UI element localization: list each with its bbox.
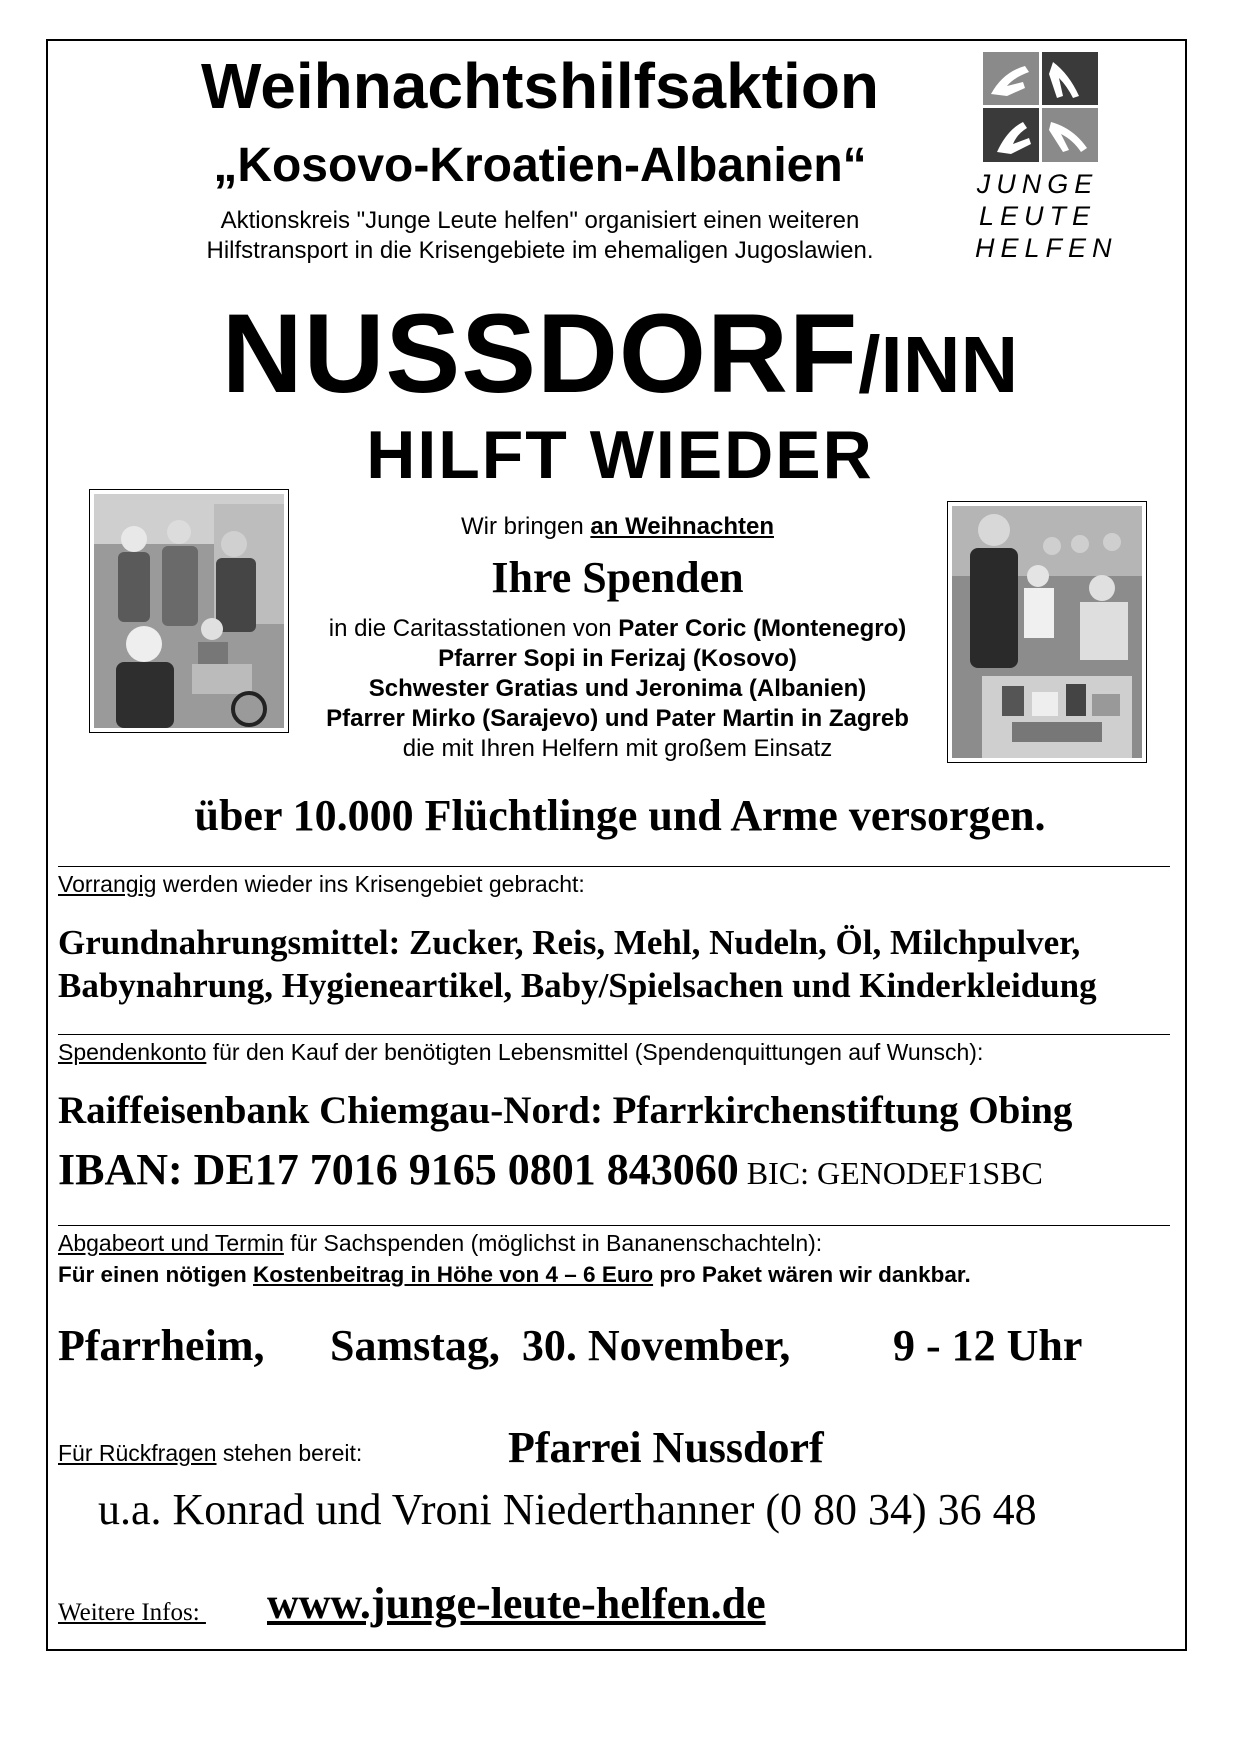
flyer-subtitle: „Kosovo-Kroatien-Albanien“ [213, 139, 867, 192]
helpers-line: die mit Ihren Helfern mit großem Einsatz [402, 735, 833, 762]
iban: IBAN: DE17 7016 9165 0801 843060 [58, 1145, 739, 1194]
stations-prefix: in die Caritasstationen von [328, 615, 619, 642]
page-frame [46, 39, 1187, 1651]
fee-amount: Kostenbeitrag in Höhe von 4 – 6 Euro [253, 1262, 654, 1287]
contact-label-questions: Für Rückfragen [58, 1440, 217, 1466]
footer-label: Weitere Infos: [58, 1599, 206, 1626]
headline-main: NUSSDORF [221, 291, 859, 416]
bring-line [290, 513, 945, 542]
donations-heading: Ihre Spenden [491, 553, 744, 602]
iban-line [58, 1144, 1043, 1197]
goods-label-rest: werden wieder ins Krisengebiet gebracht: [156, 871, 585, 897]
photo-aid-packages [947, 501, 1147, 763]
contact-parish: Pfarrei Nussdorf [508, 1423, 824, 1472]
station-3: Schwester Gratias und Jeronima (Albanien) [368, 675, 867, 702]
account-label-konto: Spendenkonto [58, 1039, 207, 1065]
divider-1 [58, 866, 1170, 867]
headline-sub: HILFT WIEDER [366, 417, 874, 493]
bring-christmas: an Weihnachten [590, 513, 774, 540]
refugees-line: über 10.000 Flüchtlinge und Arme versorgen. [194, 791, 1046, 840]
stations-line [290, 615, 945, 644]
headline-suffix: /INN [858, 320, 1019, 409]
divider-2 [58, 1034, 1170, 1035]
station-1: Pater Coric (Montenegro) [618, 615, 907, 642]
junge-leute-helfen-logo [975, 52, 1118, 272]
contact-label-rest: stehen bereit: [216, 1440, 363, 1466]
divider-3 [58, 1225, 1170, 1226]
dropoff-label-place: Abgabeort und Termin [58, 1230, 284, 1256]
bank-name: Raiffeisenbank Chiemgau-Nord: Pfarrkirchenstiftung Obing [58, 1089, 1073, 1132]
station-2: Pfarrer Sopi in Ferizaj (Kosovo) [438, 645, 797, 672]
flyer-title: Weihnachtshilfsaktion [200, 50, 880, 122]
photo-helpers-group [89, 489, 289, 733]
hands-logo-icon [983, 52, 1098, 162]
logo-text-helfen: HELFEN [975, 233, 1118, 263]
contact-persons: u.a. Konrad und Vroni Niederthanner (0 80 34) 36 48 [98, 1485, 1037, 1534]
intro-line-1: Aktionskreis "Junge Leute helfen" organisiert einen weiteren [220, 207, 860, 234]
dropoff-place: Pfarrheim, [58, 1321, 265, 1370]
logo-text-leute: LEUTE [978, 201, 1097, 231]
fee-line [58, 1261, 971, 1288]
goods-label-priority: Vorrangig [58, 871, 157, 897]
dropoff-label [58, 1230, 822, 1258]
contact-label [58, 1440, 362, 1468]
intro-line-2: Hilfstransport in die Krisengebiete im ehemaligen Jugoslawien. [206, 237, 874, 264]
bring-prefix: Wir bringen [461, 513, 591, 540]
logo-text-junge: JUNGE [976, 169, 1099, 199]
fee-prefix: Für einen nötigen [58, 1262, 253, 1287]
account-label-rest: für den Kauf der benötigten Lebensmittel (Spendenquittungen auf Wunsch): [206, 1039, 984, 1065]
account-label [58, 1039, 983, 1067]
fee-suffix: pro Paket wären wir dankbar. [653, 1262, 971, 1287]
goods-line-2: Babynahrung, Hygieneartikel, Baby/Spielsachen und Kinderkleidung [58, 966, 1097, 1005]
headline-nussdorf [80, 292, 1160, 415]
goods-line-1: Grundnahrungsmittel: Zucker, Reis, Mehl, Nudeln, Öl, Milchpulver, [58, 923, 1081, 962]
goods-label [58, 871, 585, 899]
dropoff-label-rest: für Sachspenden (möglichst in Bananenschachteln): [283, 1230, 823, 1256]
station-4: Pfarrer Mirko (Sarajevo) und Pater Martin in Zagreb [326, 705, 909, 732]
bic: BIC: GENODEF1SBC [738, 1155, 1043, 1191]
footer-url[interactable]: www.junge-leute-helfen.de [267, 1579, 766, 1628]
dropoff-date: Samstag, 30. November, [330, 1321, 791, 1370]
dropoff-time: 9 - 12 Uhr [893, 1321, 1083, 1370]
